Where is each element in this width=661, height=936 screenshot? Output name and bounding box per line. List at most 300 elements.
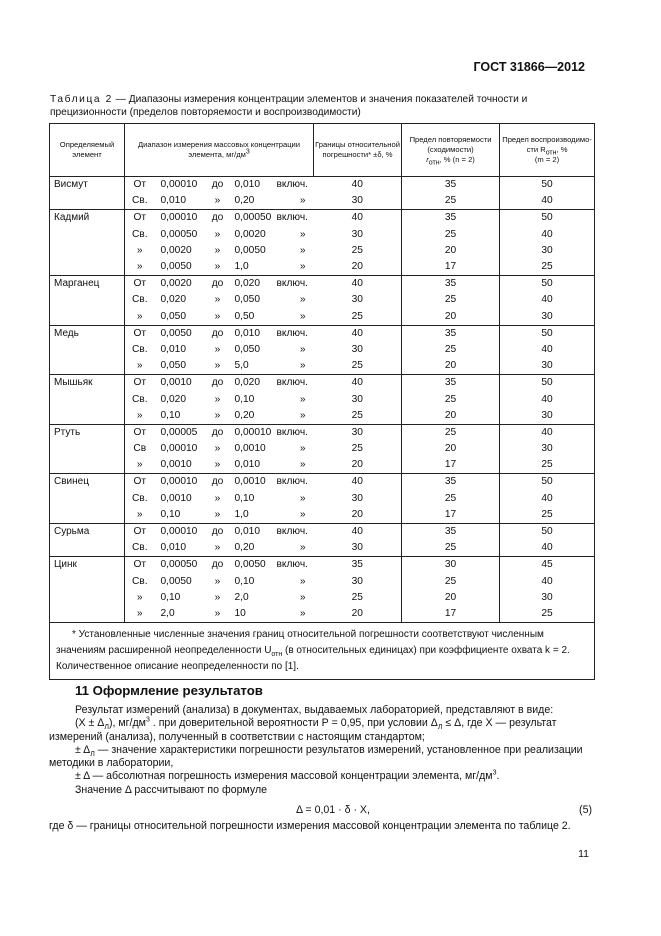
cell-connector: до: [207, 474, 229, 491]
cell-suffix: »: [299, 261, 306, 273]
cell-suffix: включ.: [277, 276, 314, 293]
table-row: [50, 424, 595, 441]
cell-repeatability: 20: [402, 243, 500, 259]
cell-accuracy: 30: [314, 540, 402, 557]
table-body: [50, 177, 595, 623]
cell-suffix: включ.: [277, 424, 314, 441]
cell-connector: »: [214, 443, 221, 455]
cell-connector: »: [214, 244, 221, 256]
cell-prefix: »: [136, 244, 143, 256]
cell-reproducibility: 25: [500, 507, 595, 524]
cell-suffix: »: [299, 591, 306, 603]
p2d: ≤ Δ, где X — результат измерений (анализа), полученный в соответствии с настоящим стандартом;: [49, 717, 557, 743]
cell-connector: »: [214, 393, 221, 405]
cell-repeatability: 25: [402, 292, 500, 308]
paragraph-6: где δ — границы относительной погрешности измерения массовой концентрации элемента по таблице 2.: [49, 820, 571, 833]
cell-reproducibility: 50: [500, 523, 595, 540]
cell-connector: до: [207, 325, 229, 342]
p2b-sup: 3: [145, 716, 150, 724]
cell-repeatability: 17: [402, 457, 500, 474]
cell-to-value: 0,20: [234, 195, 255, 207]
cell-reproducibility: 40: [500, 391, 595, 407]
element-name: Кадмий: [50, 210, 125, 276]
cell-from-value: 0,050: [160, 360, 186, 372]
cell-reproducibility: 50: [500, 177, 595, 194]
caption-text: — Диапазоны измерения концентрации элементов и значения показателей точности и прецизионности (пределов повторяемости и воспроизводимости): [50, 94, 528, 118]
element-name: Висмут: [50, 177, 125, 210]
cell-repeatability: 35: [402, 523, 500, 540]
caption-label: Таблица 2: [50, 94, 113, 105]
cell-reproducibility: 30: [500, 590, 595, 606]
cell-accuracy: 40: [314, 325, 402, 342]
cell-reproducibility: 40: [500, 227, 595, 243]
cell-reproducibility: 40: [500, 193, 595, 210]
table-row: [50, 193, 595, 210]
cell-reproducibility: 50: [500, 375, 595, 392]
cell-repeatability: 25: [402, 491, 500, 507]
table-row: [50, 408, 595, 425]
table-row: [50, 292, 595, 308]
cell-repeatability: 25: [402, 193, 500, 210]
cell-to-value: 0,020: [229, 375, 277, 392]
cell-suffix: »: [299, 360, 306, 372]
cell-repeatability: 25: [402, 424, 500, 441]
element-name: Свинец: [50, 474, 125, 524]
table-row: [50, 177, 595, 194]
cell-accuracy: 20: [314, 606, 402, 623]
cell-prefix: От: [125, 177, 155, 194]
cell-reproducibility: 40: [500, 424, 595, 441]
cell-accuracy: 40: [314, 474, 402, 491]
cell-from-value: 0,10: [160, 508, 181, 520]
cell-accuracy: 20: [314, 457, 402, 474]
cell-prefix: От: [125, 276, 155, 293]
cell-suffix: »: [299, 343, 306, 355]
paragraph-1: Результат измерений (анализа) в документах, выдаваемых лабораторией, представляют в виде:: [75, 704, 554, 716]
element-name: Ртуть: [50, 424, 125, 474]
header-repeat-2-sub: отн: [428, 159, 440, 167]
cell-prefix: Св.: [131, 195, 148, 207]
cell-connector: до: [207, 276, 229, 293]
cell-from-value: 0,0020: [160, 244, 192, 256]
cell-accuracy: 40: [314, 375, 402, 392]
cell-accuracy: 30: [314, 391, 402, 407]
cell-to-value: 1,0: [234, 508, 249, 520]
cell-prefix: Св.: [131, 575, 148, 587]
cell-repeatability: 35: [402, 276, 500, 293]
cell-connector: »: [214, 542, 221, 554]
p2c-sub: Л: [437, 724, 443, 732]
cell-prefix: »: [136, 508, 143, 520]
cell-connector: »: [214, 228, 221, 240]
cell-from-value: 0,0020: [155, 276, 207, 293]
cell-suffix: включ.: [277, 557, 314, 574]
cell-suffix: »: [299, 244, 306, 256]
cell-to-value: 2,0: [234, 591, 249, 603]
cell-from-value: 0,10: [160, 409, 181, 421]
cell-from-value: 0,0010: [160, 492, 192, 504]
cell-to-value: 0,0010: [229, 474, 277, 491]
table-row: [50, 391, 595, 407]
cell-connector: »: [214, 409, 221, 421]
cell-reproducibility: 30: [500, 441, 595, 457]
table-row: [50, 358, 595, 375]
footnote-b: (в относительных единицах) при коэффициенте охвата k = 2. Количественное описание неопределенности по [1].: [56, 645, 570, 673]
cell-reproducibility: 30: [500, 408, 595, 425]
cell-reproducibility: 50: [500, 210, 595, 227]
cell-accuracy: 40: [314, 276, 402, 293]
cell-accuracy: 25: [314, 358, 402, 375]
cell-to-value: 0,0050: [229, 557, 277, 574]
cell-accuracy: 30: [314, 292, 402, 308]
element-name: Медь: [50, 325, 125, 375]
cell-connector: до: [207, 557, 229, 574]
cell-from-value: 2,0: [160, 607, 175, 619]
cell-accuracy: 30: [314, 424, 402, 441]
cell-to-value: 0,010: [234, 459, 260, 471]
cell-to-value: 0,50: [234, 310, 255, 322]
table-row: [50, 574, 595, 590]
cell-connector: до: [207, 424, 229, 441]
cell-accuracy: 40: [314, 523, 402, 540]
cell-prefix: Св.: [131, 343, 148, 355]
cell-to-value: 0,20: [234, 409, 255, 421]
cell-from-value: 0,010: [160, 195, 186, 207]
cell-suffix: »: [299, 310, 306, 322]
formula: Δ = 0,01 · δ · X,: [296, 804, 370, 817]
cell-to-value: 0,0010: [234, 443, 266, 455]
header-range: [125, 124, 314, 177]
cell-prefix: Св.: [131, 228, 148, 240]
cell-connector: »: [214, 343, 221, 355]
cell-reproducibility: 40: [500, 292, 595, 308]
header-reproducibility: [500, 124, 595, 177]
cell-reproducibility: 40: [500, 342, 595, 358]
cell-repeatability: 17: [402, 606, 500, 623]
table-row: [50, 210, 595, 227]
footnote-a-sub: отн: [271, 651, 283, 659]
cell-to-value: 0,050: [234, 343, 260, 355]
paragraph-3: [49, 744, 594, 771]
cell-reproducibility: 25: [500, 457, 595, 474]
cell-suffix: »: [299, 508, 306, 520]
cell-repeatability: 25: [402, 227, 500, 243]
cell-suffix: »: [299, 575, 306, 587]
cell-from-value: 0,00010: [155, 523, 207, 540]
cell-to-value: 0,10: [234, 492, 255, 504]
cell-connector: до: [207, 523, 229, 540]
cell-suffix: »: [299, 607, 306, 619]
cell-prefix: Св.: [131, 294, 148, 306]
header-reprod-1-sub: отн: [545, 149, 557, 157]
cell-accuracy: 20: [314, 259, 402, 276]
cell-repeatability: 25: [402, 574, 500, 590]
cell-repeatability: 35: [402, 177, 500, 194]
element-name: Цинк: [50, 557, 125, 623]
cell-accuracy: 30: [314, 193, 402, 210]
cell-reproducibility: 40: [500, 540, 595, 557]
cell-reproducibility: 50: [500, 276, 595, 293]
cell-suffix: включ.: [277, 474, 314, 491]
cell-prefix: Св: [133, 443, 147, 455]
cell-reproducibility: 30: [500, 358, 595, 375]
cell-repeatability: 30: [402, 557, 500, 574]
cell-repeatability: 35: [402, 474, 500, 491]
element-name: Мышьяк: [50, 375, 125, 425]
cell-from-value: 0,00010: [160, 443, 198, 455]
cell-reproducibility: 45: [500, 557, 595, 574]
cell-prefix: От: [125, 325, 155, 342]
p2b: ), мг/дм: [108, 717, 146, 730]
header-range-sup: 3: [245, 148, 250, 156]
cell-suffix: »: [299, 294, 306, 306]
cell-repeatability: 25: [402, 540, 500, 557]
cell-connector: »: [214, 591, 221, 603]
cell-accuracy: 30: [314, 491, 402, 507]
cell-prefix: Св.: [131, 393, 148, 405]
section-title: 11 Оформление результатов: [75, 683, 263, 698]
cell-accuracy: 35: [314, 557, 402, 574]
cell-reproducibility: 30: [500, 309, 595, 326]
cell-repeatability: 25: [402, 342, 500, 358]
table-row: [50, 590, 595, 606]
cell-reproducibility: 50: [500, 474, 595, 491]
cell-prefix: От: [125, 557, 155, 574]
cell-to-value: 0,020: [229, 276, 277, 293]
table-row: [50, 457, 595, 474]
cell-from-value: 0,0010: [155, 375, 207, 392]
cell-connector: »: [214, 360, 221, 372]
cell-connector: »: [214, 195, 221, 207]
cell-suffix: »: [299, 228, 306, 240]
cell-from-value: 0,0050: [160, 575, 192, 587]
cell-connector: до: [207, 210, 229, 227]
cell-reproducibility: 30: [500, 243, 595, 259]
cell-from-value: 0,00010: [155, 177, 207, 194]
table-footnote-row: [50, 623, 595, 680]
cell-connector: »: [214, 492, 221, 504]
cell-connector: »: [214, 575, 221, 587]
table-row: [50, 342, 595, 358]
cell-from-value: 0,0050: [160, 261, 192, 273]
table-row: [50, 507, 595, 524]
table-row: [50, 243, 595, 259]
cell-prefix: От: [125, 210, 155, 227]
cell-from-value: 0,00050: [160, 228, 198, 240]
cell-from-value: 0,0010: [160, 459, 192, 471]
cell-reproducibility: 40: [500, 491, 595, 507]
formula-line: [49, 802, 594, 820]
cell-prefix: От: [125, 474, 155, 491]
cell-repeatability: 35: [402, 375, 500, 392]
element-name: Марганец: [50, 276, 125, 326]
header-reprod-2: , %: [556, 145, 568, 154]
cell-connector: »: [214, 459, 221, 471]
cell-prefix: »: [136, 360, 143, 372]
cell-repeatability: 20: [402, 408, 500, 425]
cell-prefix: От: [125, 523, 155, 540]
p4a: ± Δ — абсолютная погрешность измерения массовой концентрации элемента, мг/дм: [75, 770, 493, 783]
cell-reproducibility: 25: [500, 259, 595, 276]
table-row: [50, 540, 595, 557]
cell-prefix: »: [136, 261, 143, 273]
cell-reproducibility: 50: [500, 325, 595, 342]
table-row: [50, 276, 595, 293]
header-repeat-3: , % (n = 2): [439, 155, 475, 164]
cell-prefix: Св.: [131, 492, 148, 504]
cell-from-value: 0,00010: [155, 474, 207, 491]
paragraph-2: [49, 717, 594, 744]
table-row: [50, 309, 595, 326]
cell-from-value: 0,00005: [155, 424, 207, 441]
cell-suffix: »: [299, 492, 306, 504]
cell-accuracy: 30: [314, 227, 402, 243]
cell-repeatability: 20: [402, 590, 500, 606]
cell-suffix: включ.: [277, 325, 314, 342]
table-footnote: [50, 623, 595, 680]
cell-suffix: включ.: [277, 210, 314, 227]
cell-to-value: 0,010: [229, 325, 277, 342]
p3a-sub: Л: [90, 751, 95, 758]
table-row: [50, 606, 595, 623]
paragraph-4: [49, 770, 594, 783]
cell-connector: »: [214, 508, 221, 520]
cell-to-value: 0,0050: [234, 244, 266, 256]
cell-from-value: 0,00050: [155, 557, 207, 574]
cell-repeatability: 25: [402, 391, 500, 407]
cell-to-value: 0,050: [234, 294, 260, 306]
cell-from-value: 0,020: [160, 294, 186, 306]
cell-prefix: »: [136, 310, 143, 322]
p3b: — значение характеристики погрешности результатов измерений, установленное при реализации методики в лаборатории,: [49, 743, 583, 770]
cell-prefix: Св.: [131, 542, 148, 554]
cell-from-value: 0,010: [160, 542, 186, 554]
section-body: [49, 704, 594, 833]
header-reprod-1: Предел воспроизводимо-сти R: [502, 135, 592, 154]
page-number: 11: [578, 848, 589, 860]
cell-to-value: 0,0020: [234, 228, 266, 240]
cell-suffix: »: [299, 542, 306, 554]
cell-from-value: 0,050: [160, 310, 186, 322]
cell-to-value: 0,010: [229, 177, 277, 194]
cell-accuracy: 25: [314, 309, 402, 326]
cell-connector: »: [214, 607, 221, 619]
table-row: [50, 523, 595, 540]
cell-to-value: 1,0: [234, 261, 249, 273]
cell-prefix: »: [136, 591, 143, 603]
cell-reproducibility: 40: [500, 574, 595, 590]
formula-number: (5): [579, 804, 592, 817]
cell-accuracy: 20: [314, 507, 402, 524]
cell-repeatability: 20: [402, 309, 500, 326]
table-row: [50, 259, 595, 276]
cell-accuracy: 40: [314, 210, 402, 227]
cell-suffix: »: [299, 459, 306, 471]
header-element: Определяемый элемент: [50, 124, 125, 177]
p3a: ± Δ: [75, 743, 91, 756]
table-row: [50, 474, 595, 491]
cell-suffix: включ.: [277, 177, 314, 194]
cell-from-value: 0,10: [160, 591, 181, 603]
cell-repeatability: 20: [402, 358, 500, 375]
footnote-a: * Установленные численные значения границ относительной погрешности соответствуют численным значениям расширенной неопределенности U: [56, 629, 544, 657]
paragraph-5: Значение Δ рассчитывают по формуле: [75, 783, 268, 796]
cell-suffix: »: [299, 443, 306, 455]
header-repeatability: [402, 124, 500, 177]
cell-repeatability: 17: [402, 259, 500, 276]
table-row: [50, 557, 595, 574]
element-name: Сурьма: [50, 523, 125, 556]
cell-suffix: »: [299, 393, 306, 405]
cell-repeatability: 20: [402, 441, 500, 457]
cell-to-value: 0,10: [234, 575, 255, 587]
cell-to-value: 5,0: [234, 360, 249, 372]
cell-suffix: »: [299, 409, 306, 421]
document-code: ГОСТ 31866—2012: [473, 60, 585, 74]
table-row: [50, 227, 595, 243]
cell-connector: »: [214, 294, 221, 306]
p2c: . при доверительной вероятности Р = 0,95, при условии Δ: [149, 717, 438, 730]
cell-to-value: 10: [234, 607, 246, 619]
cell-prefix: »: [136, 459, 143, 471]
cell-from-value: 0,0050: [155, 325, 207, 342]
cell-to-value: 0,20: [234, 542, 255, 554]
cell-repeatability: 35: [402, 210, 500, 227]
cell-from-value: 0,00010: [155, 210, 207, 227]
header-range-text: Диапазон измерения массовых концентрации элемента, мг/дм: [137, 140, 301, 159]
cell-prefix: »: [136, 607, 143, 619]
header-repeat-2: r: [426, 155, 429, 164]
cell-to-value: 0,00010: [229, 424, 277, 441]
cell-prefix: От: [125, 424, 155, 441]
cell-accuracy: 30: [314, 574, 402, 590]
table-caption: [50, 93, 590, 119]
cell-prefix: От: [125, 375, 155, 392]
table-row: [50, 441, 595, 457]
table-header-row: [50, 124, 595, 177]
header-accuracy: Границы относительной погрешности* ±δ, %: [314, 124, 402, 177]
cell-connector: »: [214, 261, 221, 273]
cell-accuracy: 40: [314, 177, 402, 194]
p2a-sub: Л: [104, 724, 109, 732]
cell-to-value: 0,010: [229, 523, 277, 540]
header-reprod-3: (m = 2): [534, 155, 560, 164]
p4a-sup: 3: [492, 769, 497, 777]
cell-connector: »: [214, 310, 221, 322]
cell-suffix: включ.: [277, 523, 314, 540]
cell-repeatability: 35: [402, 325, 500, 342]
table-row: [50, 491, 595, 507]
cell-reproducibility: 25: [500, 606, 595, 623]
cell-connector: до: [207, 177, 229, 194]
cell-from-value: 0,020: [160, 393, 186, 405]
cell-connector: до: [207, 375, 229, 392]
header-repeat-1: Предел повторяемости (сходимости): [409, 135, 492, 154]
p2a: (X ± Δ: [75, 717, 105, 730]
cell-accuracy: 25: [314, 243, 402, 259]
p4b: .: [496, 770, 500, 783]
ranges-table: [49, 123, 595, 680]
cell-accuracy: 25: [314, 441, 402, 457]
cell-to-value: 0,10: [234, 393, 255, 405]
cell-to-value: 0,00050: [229, 210, 277, 227]
cell-from-value: 0,010: [160, 343, 186, 355]
cell-repeatability: 17: [402, 507, 500, 524]
cell-prefix: »: [136, 409, 143, 421]
cell-suffix: включ.: [277, 375, 314, 392]
cell-accuracy: 25: [314, 590, 402, 606]
cell-accuracy: 25: [314, 408, 402, 425]
